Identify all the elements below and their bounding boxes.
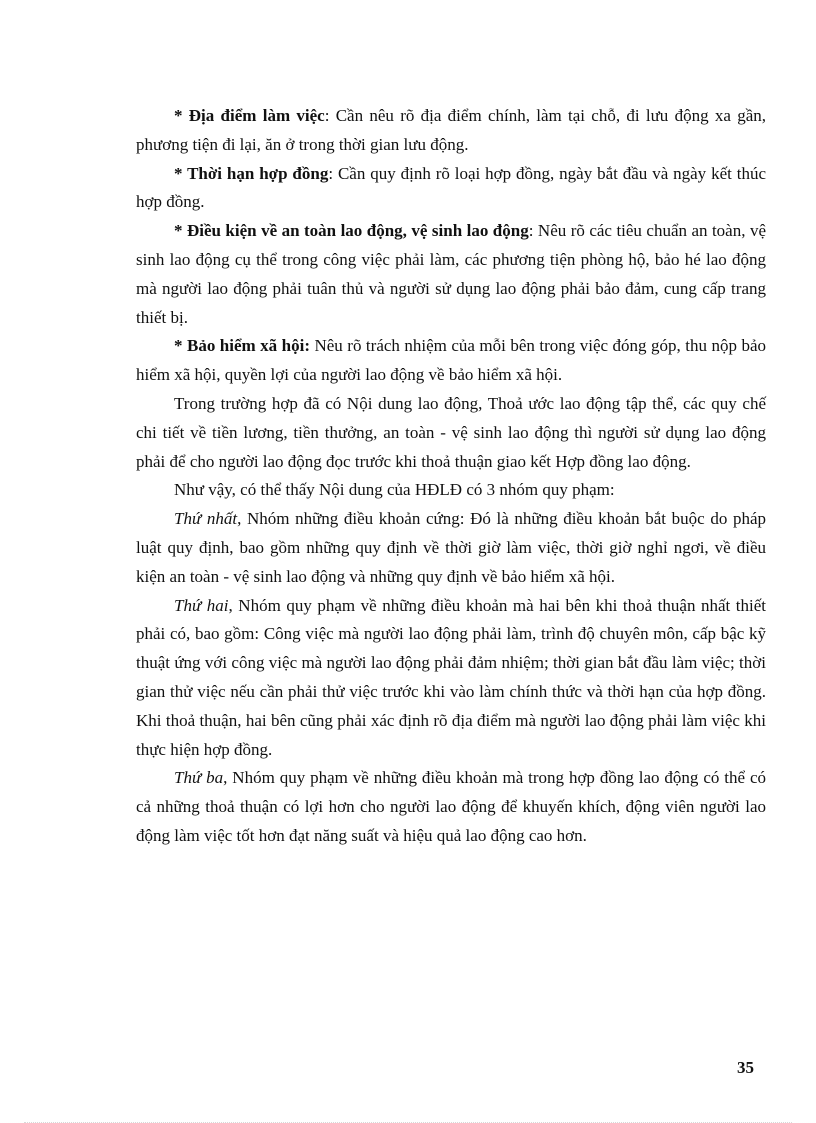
page-number: 35 <box>737 1058 754 1077</box>
text-collective-agreement: Trong trường hợp đã có Nội dung lao động, Thoả ước lao động tập thể, các quy chế chi tiết về tiền lương, tiền thưởng, an toàn - vệ sinh lao động thì người sử dụng lao động phải để cho người lao động đọc trước khi thoả thuận giao kết Hợp đồng lao động. <box>136 393 766 471</box>
text-work-location: : Cần nêu rõ địa điểm chính, làm tại chỗ, đi lưu động xa gần, phương tiện đi lại, ăn ở trong thời gian lưu động. <box>136 106 766 154</box>
label-second: Thứ hai <box>174 595 229 615</box>
text-second-group: , Nhóm quy phạm về những điều khoản mà hai bên khi thoả thuận nhất thiết phải có, bao gồm: Công việc mà người lao động phải làm, trình độ chuyên môn, cấp bậc kỹ thuật ứng với công việc mà người lao động phải đảm nhiệm; thời gian bắt đầu làm việc; thời gian thử việc nếu cần phải thử việc trước khi vào làm chính thức và thời hạn của hợp đồng. Khi thoả thuận, hai bên cũng phải xác định rõ địa điểm mà người lao động phải làm việc khi thực hiện hợp đồng. <box>136 595 767 759</box>
paragraph-social-insurance <box>136 332 766 390</box>
text-summary: Như vậy, có thể thấy Nội dung của HĐLĐ có 3 nhóm quy phạm: <box>174 480 615 500</box>
heading-work-location: * Địa điểm làm việc <box>174 106 325 125</box>
paragraph-safety-conditions <box>136 217 766 332</box>
text-first-group: , Nhóm những điều khoản cứng: Đó là những điều khoản bắt buộc do pháp luật quy định, bao gồm những quy định về thời giờ làm việc, thời giờ nghỉ ngơi, về điều kiện an toàn - vệ sinh lao động và những quy định về bảo hiểm xã hội. <box>136 509 766 586</box>
paragraph-second-group <box>136 592 766 765</box>
label-first: Thứ nhất <box>174 509 238 529</box>
text-third-group: , Nhóm quy phạm về những điều khoản mà trong hợp đồng lao động có thể có cả những thoả thuận có lợi hơn cho người lao động để khuyến khích, động viên người lao động làm việc tốt hơn đạt năng suất và hiệu quả lao động cao hơn. <box>136 768 766 845</box>
paragraph-work-location <box>136 102 766 160</box>
paragraph-third-group <box>136 764 766 850</box>
heading-contract-term: * Thời hạn hợp đồng <box>174 163 329 183</box>
heading-safety-conditions: * Điều kiện về an toàn lao động, vệ sinh lao động <box>174 221 529 241</box>
text-safety-conditions: : Nêu rõ các tiêu chuẩn an toàn, vệ sinh lao động cụ thể trong công việc phải làm, các phương tiện phòng hộ, bảo hé lao động mà người lao động phải tuân thủ và người sử dụng lao động phải bảo đảm, cung cấp trang thiết bị. <box>136 221 766 327</box>
text-social-insurance: Nêu rõ trách nhiệm của mỗi bên trong việc đóng góp, thu nộp bảo hiểm xã hội, quyền lợi của người lao động về bảo hiểm xã hội. <box>136 336 767 385</box>
paragraph-first-group <box>136 505 766 591</box>
paragraph-summary <box>136 476 766 505</box>
paragraph-contract-term <box>136 160 766 218</box>
paragraph-collective-agreement <box>136 390 766 476</box>
heading-social-insurance: * Bảo hiểm xã hội: <box>174 336 310 356</box>
text-contract-term: : Cần quy định rõ loại hợp đồng, ngày bắt đầu và ngày kết thúc hợp đồng. <box>136 163 766 212</box>
label-third: Thứ ba <box>174 768 224 788</box>
page-body <box>136 102 766 851</box>
